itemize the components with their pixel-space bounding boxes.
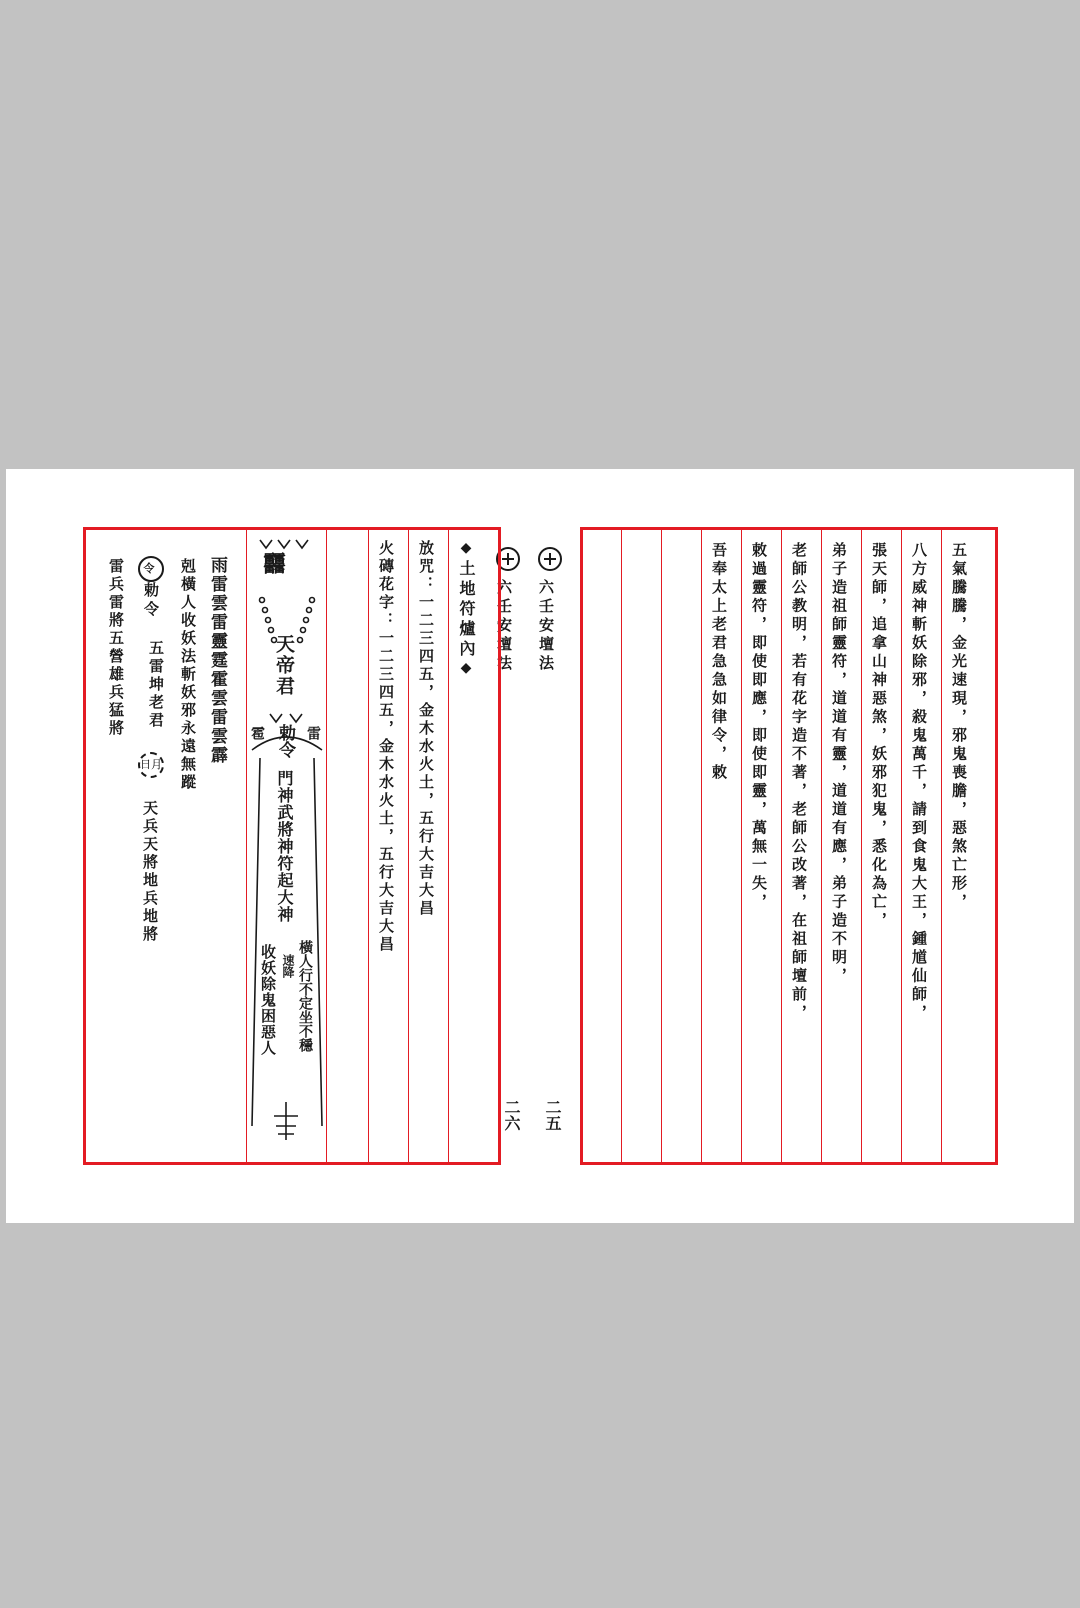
- spell-line: 放咒：一二三四五，金木水火土，五行大吉大昌: [417, 540, 435, 918]
- decree-group: [138, 556, 164, 620]
- verse-line: 弟子造祖師靈符，道道有靈，道道有應，弟子造不明，: [830, 542, 848, 986]
- talisman-cloud-char: 雷: [305, 726, 321, 740]
- talisman-side-line: 橫人行不定坐不穩: [297, 940, 313, 1052]
- sun-moon-seal-icon: 日月: [138, 752, 164, 778]
- sun-moon-mark: [138, 752, 164, 778]
- column-rule: [781, 530, 782, 1162]
- talisman-order: 勅令: [275, 724, 295, 758]
- column-rule: [448, 530, 449, 1162]
- verse-line: 五氣騰騰，金光速現，邪鬼喪膽，惡煞亡形，: [950, 542, 968, 912]
- spell-line: 天兵天將地兵地將: [141, 800, 159, 944]
- chapter-title: 六壬安壇法: [495, 579, 513, 674]
- section-heading: [458, 540, 474, 680]
- talisman-descend: 速降: [281, 954, 295, 978]
- verse-line: 八方威神斬妖除邪，殺鬼萬千，請到食鬼大王，鍾馗仙師，: [910, 542, 928, 1023]
- column-rule: [661, 530, 662, 1162]
- spell-line: 雷兵雷將五營雄兵猛將: [107, 558, 125, 738]
- right-page: [580, 527, 998, 1165]
- running-head-right: [538, 547, 562, 674]
- verse-line: 老師公教明，若有花字造不著，老師公改著，在祖師壇前，: [790, 542, 808, 1023]
- rain-thunder-line: 雨雷雲雷靈霆霍雲雷雲霹: [207, 556, 227, 765]
- diamond-icon: ◆: [458, 660, 474, 680]
- column-rule: [368, 530, 369, 1162]
- diamond-icon: ◆: [458, 540, 474, 560]
- talisman-main: 門神武將神符起大神: [275, 770, 294, 923]
- column-rule: [821, 530, 822, 1162]
- chapter-title: 六壬安壇法: [537, 579, 555, 674]
- talisman-cloud-char: 雹: [249, 726, 265, 740]
- talisman-deity: 天帝君: [273, 634, 295, 697]
- column-rule: [741, 530, 742, 1162]
- column-rule: [701, 530, 702, 1162]
- book-spread: [6, 469, 1074, 1223]
- decree-text: 勅令: [142, 582, 160, 620]
- seal-icon: [538, 547, 562, 571]
- column-rule: [941, 530, 942, 1162]
- spell-line: 五雷坤老君: [147, 640, 165, 730]
- left-page: [83, 527, 501, 1165]
- spell-line: 剋橫人收妖法斬妖邪永遠無蹤: [179, 558, 197, 792]
- column-rule: [861, 530, 862, 1162]
- page-number: 二五: [543, 1099, 562, 1131]
- verse-line: 敕過靈符，即使即應，即使即靈，萬無一失，: [750, 542, 768, 912]
- verse-line: 吾奉太上老君急急如律令，敕: [710, 542, 728, 783]
- column-rule: [901, 530, 902, 1162]
- talisman-drawing: [246, 530, 328, 1162]
- verse-line: 張天師，追拿山神惡煞，妖邪犯鬼，悉化為亡，: [870, 542, 888, 931]
- column-rule: [408, 530, 409, 1162]
- talisman-side-line: 收妖除鬼困惡人: [259, 944, 277, 1056]
- spell-line: 火磚花字：一二三四五，金木水火土，五行大吉大昌: [377, 540, 395, 954]
- column-rule: [621, 530, 622, 1162]
- rain-thunder-glyph: 䨻: [260, 552, 286, 576]
- heading-text: 土地符爐內: [457, 560, 476, 660]
- page-number: 二六: [502, 1099, 521, 1131]
- ram-seal-icon: 令: [138, 556, 164, 582]
